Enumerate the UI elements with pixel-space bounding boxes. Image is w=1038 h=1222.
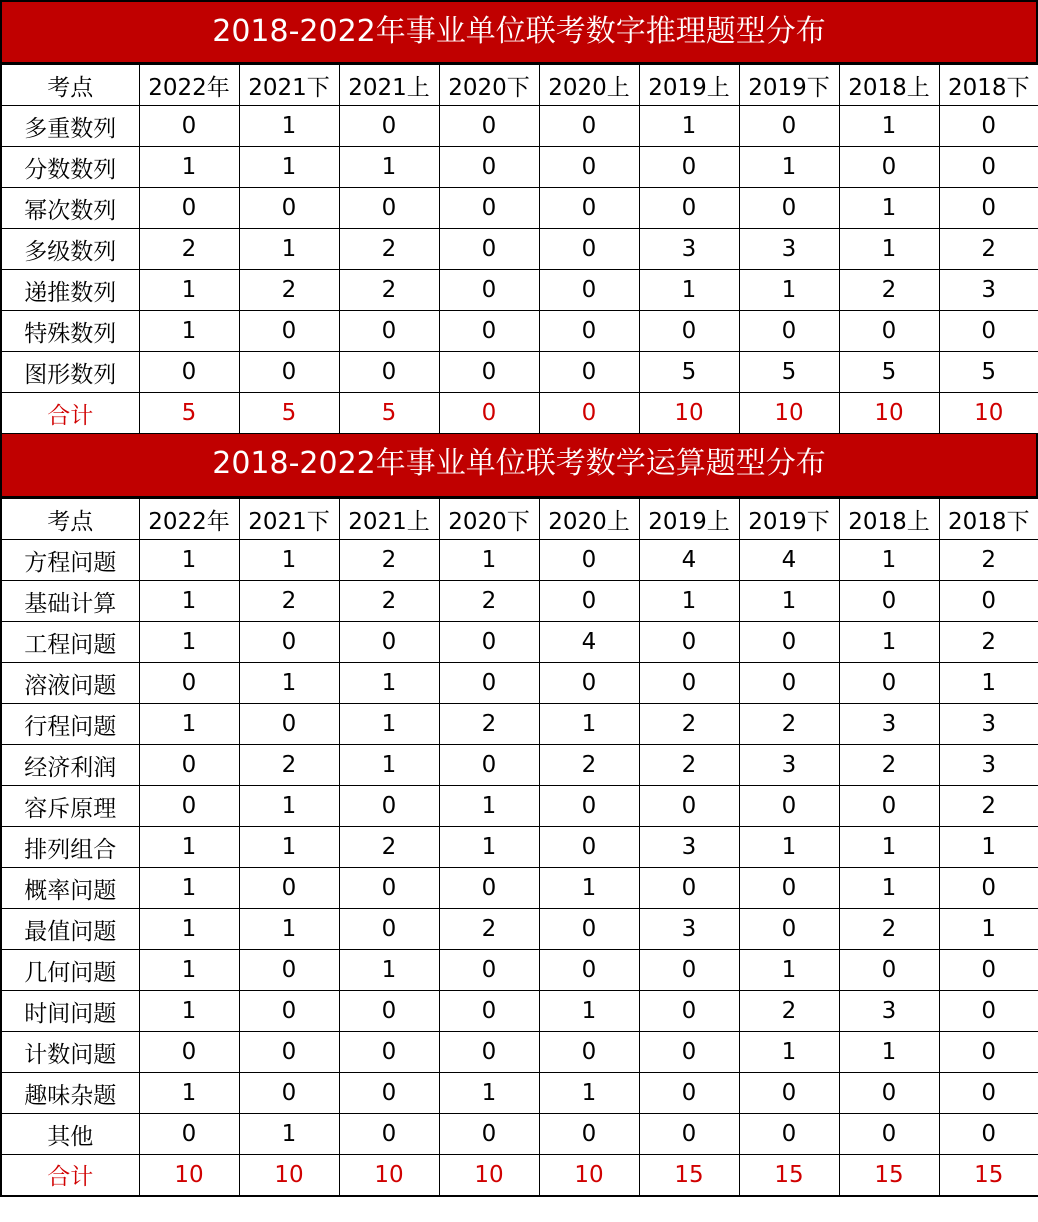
value-cell: 0: [239, 622, 339, 663]
value-cell: 0: [539, 540, 639, 581]
value-cell: 3: [739, 745, 839, 786]
value-cell: 4: [539, 622, 639, 663]
value-cell: 2: [439, 581, 539, 622]
value-cell: 0: [939, 1114, 1038, 1155]
header-cell: 2019上: [639, 65, 739, 106]
value-cell: 1: [239, 786, 339, 827]
header-cell: 2018下: [939, 65, 1038, 106]
value-cell: 1: [139, 909, 239, 950]
value-cell: 0: [539, 270, 639, 311]
value-cell: 0: [239, 352, 339, 393]
row-label: 工程问题: [1, 622, 139, 663]
row-label: 计数问题: [1, 1032, 139, 1073]
value-cell: 2: [339, 229, 439, 270]
value-cell: 1: [139, 147, 239, 188]
value-cell: 1: [139, 622, 239, 663]
value-cell: 0: [139, 1114, 239, 1155]
value-cell: 0: [339, 311, 439, 352]
value-cell: 5: [739, 352, 839, 393]
value-cell: 2: [839, 745, 939, 786]
value-cell: 0: [439, 950, 539, 991]
value-cell: 0: [339, 622, 439, 663]
value-cell: 0: [139, 106, 239, 147]
value-cell: 0: [539, 311, 639, 352]
value-cell: 0: [239, 868, 339, 909]
value-cell: 1: [539, 991, 639, 1032]
table-row: [1, 311, 1038, 352]
value-cell: 0: [439, 188, 539, 229]
value-cell: 2: [439, 909, 539, 950]
header-cell: 2018上: [839, 65, 939, 106]
table-row: [1, 581, 1038, 622]
table-row: [1, 352, 1038, 393]
header-cell: 2020下: [439, 65, 539, 106]
row-label: 容斥原理: [1, 786, 139, 827]
value-cell: 0: [539, 1032, 639, 1073]
table-row: [1, 188, 1038, 229]
header-cell: 考点: [1, 499, 139, 540]
value-cell: 1: [439, 1073, 539, 1114]
value-cell: 0: [439, 868, 539, 909]
value-cell: 1: [239, 147, 339, 188]
value-cell: 0: [839, 1114, 939, 1155]
value-cell: 2: [739, 704, 839, 745]
total-cell: 0: [539, 393, 639, 434]
total-cell: 5: [339, 393, 439, 434]
header-cell: 2019下: [739, 499, 839, 540]
row-label: 多重数列: [1, 106, 139, 147]
value-cell: 1: [939, 909, 1038, 950]
value-cell: 0: [539, 352, 639, 393]
row-label: 其他: [1, 1114, 139, 1155]
value-cell: 2: [139, 229, 239, 270]
value-cell: 1: [739, 147, 839, 188]
value-cell: 0: [839, 311, 939, 352]
table-row: [1, 909, 1038, 950]
total-cell: 15: [739, 1155, 839, 1196]
value-cell: 2: [339, 540, 439, 581]
value-cell: 2: [739, 991, 839, 1032]
value-cell: 2: [239, 745, 339, 786]
value-cell: 0: [439, 106, 539, 147]
value-cell: 0: [539, 663, 639, 704]
value-cell: 0: [239, 950, 339, 991]
value-cell: 1: [339, 950, 439, 991]
value-cell: 1: [839, 106, 939, 147]
value-cell: 1: [139, 540, 239, 581]
value-cell: 0: [539, 229, 639, 270]
total-cell: 10: [939, 393, 1038, 434]
value-cell: 0: [939, 950, 1038, 991]
value-cell: 0: [439, 1032, 539, 1073]
value-cell: 2: [239, 270, 339, 311]
value-cell: 1: [439, 827, 539, 868]
value-cell: 2: [639, 745, 739, 786]
total-row: [1, 393, 1038, 434]
value-cell: 3: [839, 704, 939, 745]
value-cell: 2: [939, 786, 1038, 827]
value-cell: 0: [339, 786, 439, 827]
value-cell: 1: [139, 991, 239, 1032]
table-row: [1, 663, 1038, 704]
value-cell: 0: [639, 188, 739, 229]
value-cell: 0: [639, 1114, 739, 1155]
value-cell: 0: [839, 1073, 939, 1114]
value-cell: 0: [539, 827, 639, 868]
value-cell: 2: [939, 229, 1038, 270]
table-row: [1, 704, 1038, 745]
value-cell: 1: [639, 270, 739, 311]
value-cell: 0: [239, 991, 339, 1032]
value-cell: 0: [639, 950, 739, 991]
value-cell: 1: [839, 188, 939, 229]
value-cell: 0: [839, 786, 939, 827]
value-cell: 1: [539, 868, 639, 909]
value-cell: 0: [339, 1114, 439, 1155]
table-row: [1, 827, 1038, 868]
value-cell: 0: [639, 147, 739, 188]
header-cell: 2019下: [739, 65, 839, 106]
value-cell: 1: [339, 704, 439, 745]
table-header-row: [1, 65, 1038, 106]
header-cell: 2022年: [139, 65, 239, 106]
row-label: 概率问题: [1, 868, 139, 909]
table1-title: 2018-2022年事业单位联考数字推理题型分布: [0, 0, 1038, 64]
table-row: [1, 991, 1038, 1032]
value-cell: 1: [839, 622, 939, 663]
row-label: 趣味杂题: [1, 1073, 139, 1114]
table-row: [1, 950, 1038, 991]
value-cell: 0: [539, 581, 639, 622]
value-cell: 0: [639, 311, 739, 352]
value-cell: 0: [339, 909, 439, 950]
value-cell: 3: [939, 704, 1038, 745]
value-cell: 1: [339, 663, 439, 704]
value-cell: 3: [839, 991, 939, 1032]
table-row: [1, 786, 1038, 827]
value-cell: 1: [939, 663, 1038, 704]
value-cell: 2: [239, 581, 339, 622]
row-label: 特殊数列: [1, 311, 139, 352]
value-cell: 2: [839, 909, 939, 950]
table-row: [1, 868, 1038, 909]
value-cell: 0: [339, 188, 439, 229]
value-cell: 1: [539, 1073, 639, 1114]
total-cell: 10: [339, 1155, 439, 1196]
value-cell: 0: [339, 1073, 439, 1114]
value-cell: 0: [839, 581, 939, 622]
value-cell: 0: [339, 868, 439, 909]
value-cell: 0: [439, 622, 539, 663]
total-cell: 5: [239, 393, 339, 434]
header-cell: 2018下: [939, 499, 1038, 540]
value-cell: 0: [939, 1032, 1038, 1073]
value-cell: 1: [139, 270, 239, 311]
row-label: 溶液问题: [1, 663, 139, 704]
table-row: [1, 270, 1038, 311]
total-cell: 10: [439, 1155, 539, 1196]
value-cell: 2: [339, 581, 439, 622]
total-label: 合计: [1, 1155, 139, 1196]
total-cell: 10: [639, 393, 739, 434]
value-cell: 0: [939, 188, 1038, 229]
value-cell: 0: [939, 991, 1038, 1032]
value-cell: 4: [739, 540, 839, 581]
value-cell: 1: [839, 827, 939, 868]
value-cell: 0: [739, 1073, 839, 1114]
value-cell: 0: [339, 1032, 439, 1073]
value-cell: 5: [939, 352, 1038, 393]
value-cell: 0: [639, 868, 739, 909]
value-cell: 0: [639, 991, 739, 1032]
value-cell: 2: [339, 827, 439, 868]
value-cell: 0: [439, 229, 539, 270]
total-cell: 15: [639, 1155, 739, 1196]
value-cell: 0: [439, 663, 539, 704]
value-cell: 0: [439, 1114, 539, 1155]
value-cell: 0: [539, 188, 639, 229]
value-cell: 0: [939, 106, 1038, 147]
total-cell: 15: [939, 1155, 1038, 1196]
value-cell: 1: [739, 827, 839, 868]
value-cell: 3: [939, 745, 1038, 786]
value-cell: 0: [639, 1032, 739, 1073]
header-cell: 2021上: [339, 65, 439, 106]
value-cell: 0: [439, 147, 539, 188]
value-cell: 0: [239, 188, 339, 229]
value-cell: 1: [239, 827, 339, 868]
value-cell: 0: [739, 622, 839, 663]
row-label: 递推数列: [1, 270, 139, 311]
value-cell: 1: [239, 106, 339, 147]
value-cell: 0: [939, 311, 1038, 352]
value-cell: 2: [639, 704, 739, 745]
value-cell: 3: [639, 909, 739, 950]
row-label: 最值问题: [1, 909, 139, 950]
value-cell: 0: [539, 147, 639, 188]
value-cell: 0: [739, 909, 839, 950]
value-cell: 1: [739, 581, 839, 622]
value-cell: 0: [339, 352, 439, 393]
value-cell: 1: [139, 950, 239, 991]
value-cell: 0: [639, 1073, 739, 1114]
number-reasoning-table: [0, 64, 1038, 434]
value-cell: 3: [639, 229, 739, 270]
value-cell: 4: [639, 540, 739, 581]
value-cell: 2: [439, 704, 539, 745]
math-operations-table: [0, 498, 1038, 1197]
value-cell: 0: [539, 1114, 639, 1155]
row-label: 几何问题: [1, 950, 139, 991]
row-label: 幂次数列: [1, 188, 139, 229]
value-cell: 0: [139, 188, 239, 229]
value-cell: 0: [139, 1032, 239, 1073]
value-cell: 5: [839, 352, 939, 393]
value-cell: 0: [239, 1032, 339, 1073]
value-cell: 2: [339, 270, 439, 311]
total-cell: 10: [239, 1155, 339, 1196]
value-cell: 1: [139, 868, 239, 909]
value-cell: 1: [739, 950, 839, 991]
value-cell: 0: [639, 786, 739, 827]
total-cell: 5: [139, 393, 239, 434]
header-cell: 2022年: [139, 499, 239, 540]
header-cell: 2020上: [539, 65, 639, 106]
table-row: [1, 1032, 1038, 1073]
value-cell: 0: [539, 786, 639, 827]
header-cell: 2020下: [439, 499, 539, 540]
value-cell: 0: [739, 188, 839, 229]
value-cell: 1: [639, 581, 739, 622]
value-cell: 1: [539, 704, 639, 745]
total-label: 合计: [1, 393, 139, 434]
value-cell: 1: [839, 540, 939, 581]
table-row: [1, 106, 1038, 147]
value-cell: 0: [939, 1073, 1038, 1114]
value-cell: 1: [939, 827, 1038, 868]
value-cell: 2: [839, 270, 939, 311]
value-cell: 1: [239, 229, 339, 270]
value-cell: 0: [139, 663, 239, 704]
value-cell: 1: [239, 909, 339, 950]
value-cell: 0: [439, 991, 539, 1032]
value-cell: 2: [939, 540, 1038, 581]
value-cell: 0: [239, 1073, 339, 1114]
value-cell: 0: [839, 950, 939, 991]
value-cell: 3: [739, 229, 839, 270]
value-cell: 1: [139, 581, 239, 622]
table-row: [1, 622, 1038, 663]
value-cell: 0: [439, 311, 539, 352]
value-cell: 0: [139, 352, 239, 393]
header-cell: 2020上: [539, 499, 639, 540]
total-cell: 15: [839, 1155, 939, 1196]
value-cell: 0: [539, 950, 639, 991]
value-cell: 0: [739, 1114, 839, 1155]
value-cell: 0: [439, 270, 539, 311]
value-cell: 0: [739, 311, 839, 352]
table2-title: 2018-2022年事业单位联考数学运算题型分布: [0, 434, 1038, 498]
value-cell: 0: [339, 991, 439, 1032]
value-cell: 0: [839, 663, 939, 704]
total-cell: 10: [839, 393, 939, 434]
value-cell: 1: [239, 540, 339, 581]
row-label: 方程问题: [1, 540, 139, 581]
value-cell: 0: [939, 147, 1038, 188]
value-cell: 3: [639, 827, 739, 868]
total-cell: 0: [439, 393, 539, 434]
value-cell: 1: [139, 1073, 239, 1114]
value-cell: 1: [839, 229, 939, 270]
header-cell: 2019上: [639, 499, 739, 540]
table-row: [1, 229, 1038, 270]
row-label: 分数数列: [1, 147, 139, 188]
value-cell: 0: [439, 745, 539, 786]
table-row: [1, 1073, 1038, 1114]
value-cell: 1: [139, 704, 239, 745]
value-cell: 1: [339, 147, 439, 188]
row-label: 时间问题: [1, 991, 139, 1032]
value-cell: 0: [839, 147, 939, 188]
table-row: [1, 1114, 1038, 1155]
header-cell: 2021下: [239, 499, 339, 540]
value-cell: 0: [139, 786, 239, 827]
header-cell: 考点: [1, 65, 139, 106]
total-row: [1, 1155, 1038, 1196]
value-cell: 1: [139, 827, 239, 868]
value-cell: 2: [539, 745, 639, 786]
value-cell: 0: [639, 663, 739, 704]
value-cell: 0: [539, 909, 639, 950]
header-cell: 2021上: [339, 499, 439, 540]
value-cell: 0: [439, 352, 539, 393]
value-cell: 1: [439, 540, 539, 581]
table-header-row: [1, 499, 1038, 540]
value-cell: 0: [339, 106, 439, 147]
value-cell: 1: [739, 270, 839, 311]
total-cell: 10: [739, 393, 839, 434]
value-cell: 0: [139, 745, 239, 786]
value-cell: 0: [939, 868, 1038, 909]
value-cell: 2: [939, 622, 1038, 663]
header-cell: 2021下: [239, 65, 339, 106]
table-row: [1, 540, 1038, 581]
value-cell: 1: [639, 106, 739, 147]
value-cell: 0: [739, 868, 839, 909]
row-label: 行程问题: [1, 704, 139, 745]
value-cell: 1: [739, 1032, 839, 1073]
value-cell: 1: [239, 663, 339, 704]
table-row: [1, 745, 1038, 786]
value-cell: 0: [739, 663, 839, 704]
row-label: 基础计算: [1, 581, 139, 622]
row-label: 图形数列: [1, 352, 139, 393]
value-cell: 0: [739, 786, 839, 827]
table-row: [1, 147, 1038, 188]
value-cell: 0: [539, 106, 639, 147]
value-cell: 0: [939, 581, 1038, 622]
row-label: 经济利润: [1, 745, 139, 786]
value-cell: 0: [239, 704, 339, 745]
value-cell: 0: [639, 622, 739, 663]
value-cell: 1: [239, 1114, 339, 1155]
value-cell: 1: [839, 1032, 939, 1073]
value-cell: 0: [239, 311, 339, 352]
value-cell: 5: [639, 352, 739, 393]
header-cell: 2018上: [839, 499, 939, 540]
value-cell: 1: [839, 868, 939, 909]
value-cell: 0: [739, 106, 839, 147]
value-cell: 1: [139, 311, 239, 352]
value-cell: 1: [339, 745, 439, 786]
row-label: 多级数列: [1, 229, 139, 270]
value-cell: 1: [439, 786, 539, 827]
total-cell: 10: [539, 1155, 639, 1196]
value-cell: 3: [939, 270, 1038, 311]
row-label: 排列组合: [1, 827, 139, 868]
total-cell: 10: [139, 1155, 239, 1196]
